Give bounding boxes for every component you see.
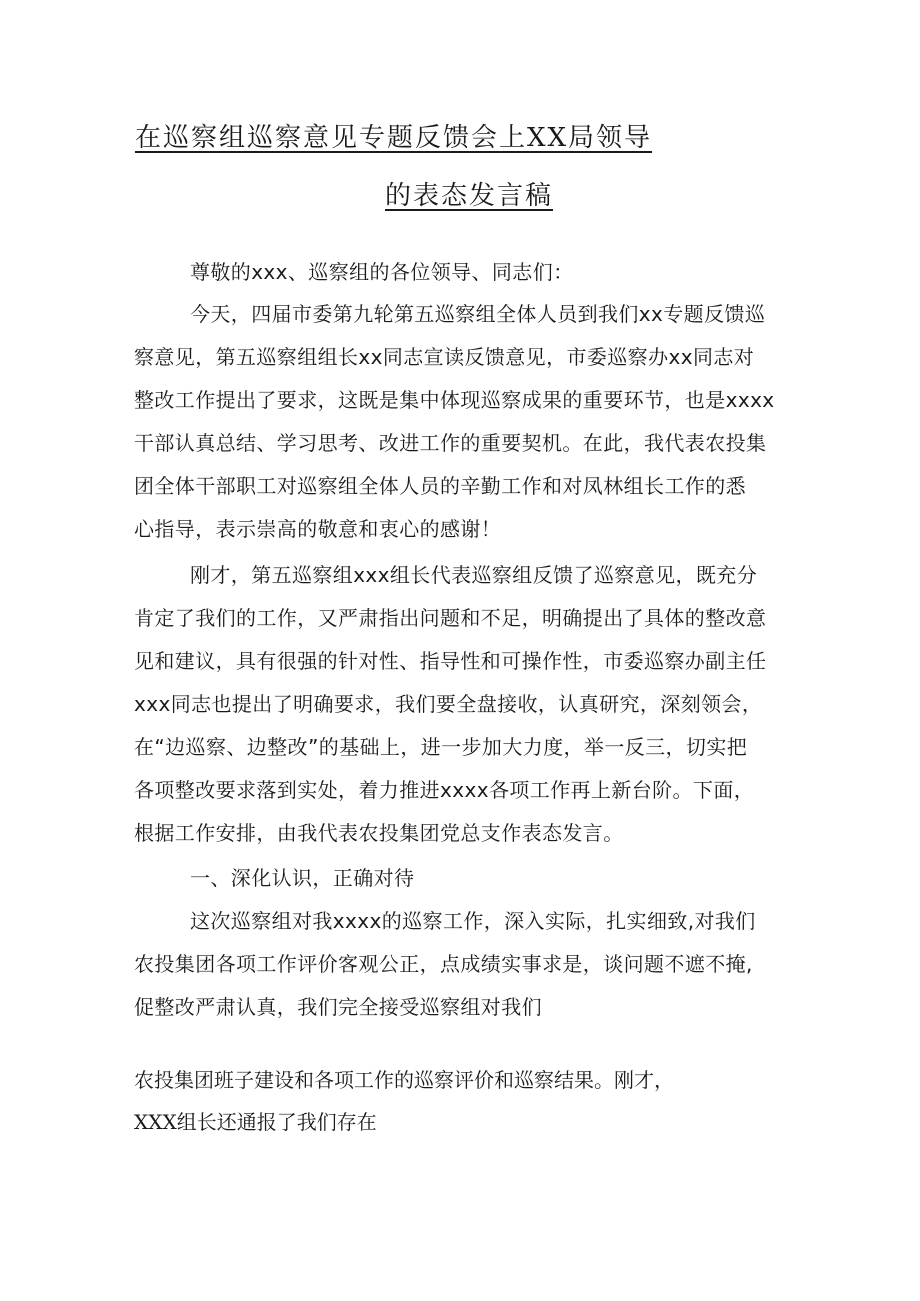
paragraph-2-line-2: 肯定了我们的工作，又严肃指出问题和不足，明确提出了具体的整改意 [134, 606, 767, 630]
paragraph-1-line-1: 今天，四届市委第九轮第五巡察组全体人员到我们xx专题反馈巡 [190, 302, 766, 326]
paragraph-1-line-6: 心指导，表示崇高的敬意和衷心的感谢！ [134, 517, 502, 541]
section-heading-1: 一、深化认识，正确对待 [190, 866, 415, 890]
document-title-line-2: 的表态发言稿 [385, 181, 554, 211]
continuation-line-1: 农投集团班子建设和各项工作的巡察评价和巡察结果。刚才， [134, 1068, 674, 1092]
paragraph-1-line-5: 团全体干部职工对巡察组全体人员的辛勤工作和对凤林组长工作的悉 [134, 474, 746, 498]
paragraph-2-line-6: 各项整改要求落到实处，着力推进xxxx各项工作再上新台阶。下面， [134, 778, 755, 802]
paragraph-3-line-1: 这次巡察组对我xxxx的巡察工作，深入实际，扎实细致,对我们 [190, 909, 756, 933]
paragraph-1-line-3: 整改工作提出了要求，这既是集中体现巡察成果的重要环节，也是xxxx [134, 388, 775, 412]
paragraph-2-line-7: 根据工作安排，由我代表农投集团党总支作表态发言。 [134, 821, 624, 845]
document-title-line-1: 在巡察组巡察意见专题反馈会上XX局领导 [135, 123, 653, 153]
paragraph-3-line-3: 促整改严肃认真，我们完全接受巡察组对我们 [134, 995, 542, 1019]
paragraph-2-line-3: 见和建议，具有很强的针对性、指导性和可操作性，市委巡察办副主任 [134, 649, 767, 673]
continuation-line-2: XXX组长还通报了我们存在 [134, 1110, 377, 1134]
paragraph-1-line-4: 干部认真总结、学习思考、改进工作的重要契机。在此，我代表农投集 [134, 431, 767, 455]
paragraph-2-line-5: 在“边巡察、边整改”的基础上，进一步加大力度，举一反三，切实把 [134, 735, 748, 759]
salutation: 尊敬的xxx、巡察组的各位领导、同志们： [190, 260, 574, 284]
paragraph-2-line-4: xxx同志也提出了明确要求，我们要全盘接收，认真研究，深刻领会， [134, 692, 763, 716]
paragraph-3-line-2: 农投集团各项工作评价客观公正，点成绩实事求是，谈问题不遮不掩, [134, 952, 753, 976]
paragraph-2-line-1: 刚才，第五巡察组xxx组长代表巡察组反馈了巡察意见，既充分 [190, 563, 758, 587]
paragraph-1-line-2: 察意见，第五巡察组组长xx同志宣读反馈意见，市委巡察办xx同志对 [134, 345, 755, 369]
